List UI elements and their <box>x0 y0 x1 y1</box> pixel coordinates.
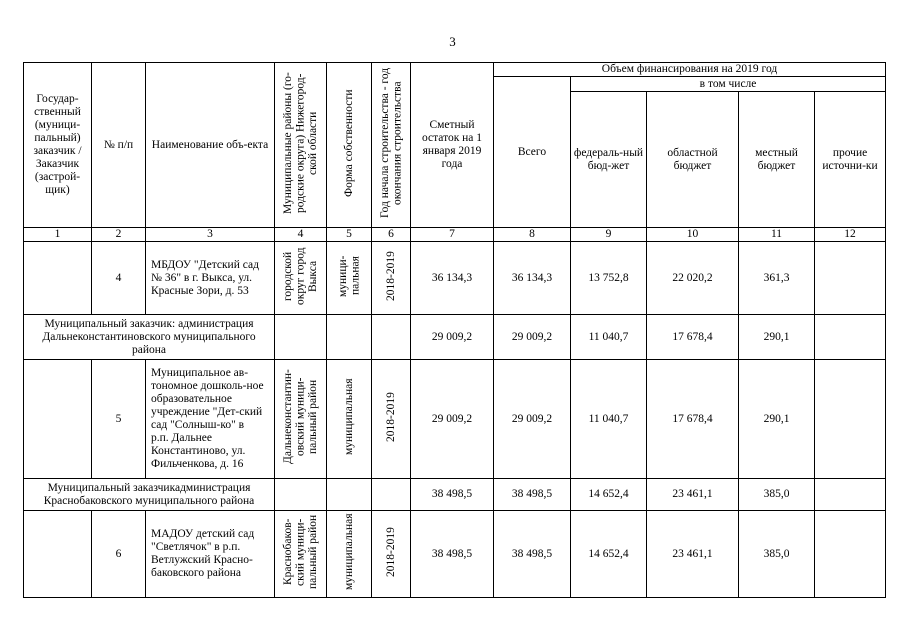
cell-other <box>815 511 886 598</box>
cell-estimate: 36 134,3 <box>411 242 494 315</box>
cell-regional: 23 461,1 <box>647 511 739 598</box>
header-other: прочие источни-ки <box>815 92 886 228</box>
header-municipality-text: Муниципальные районы (го-родские округа) Нижегород-ской области <box>281 72 319 214</box>
cell-municipality-text: Краснобаков-ский муници-пальный район <box>281 514 319 590</box>
customer-group-row <box>24 479 886 511</box>
header-ownership <box>327 63 372 228</box>
cell-estimate: 38 498,5 <box>411 511 494 598</box>
cell-local: 361,3 <box>739 242 815 315</box>
col-number: 8 <box>494 228 571 242</box>
cell-years-text: 2018-2019 <box>384 392 397 442</box>
col-number: 3 <box>146 228 275 242</box>
col-number: 2 <box>92 228 146 242</box>
cell-name: МАДОУ детский сад "Светлячок" в р.п. Ветлужский Красно-баковского района <box>146 511 275 598</box>
col-number: 12 <box>815 228 886 242</box>
cell-years <box>372 511 411 598</box>
empty-cell <box>372 315 411 360</box>
cell-local: 290,1 <box>739 315 815 360</box>
cell-ownership-text: муниципальная <box>342 378 355 456</box>
cell-customer <box>24 242 92 315</box>
header-regional: областной бюджет <box>647 92 739 228</box>
empty-cell <box>327 479 372 511</box>
cell-federal: 14 652,4 <box>571 511 647 598</box>
cell-municipality <box>275 360 327 479</box>
col-number: 6 <box>372 228 411 242</box>
header-estimate: Сметный остаток на 1 января 2019 года <box>411 63 494 228</box>
cell-total: 38 498,5 <box>494 479 571 511</box>
col-number: 10 <box>647 228 739 242</box>
cell-regional: 23 461,1 <box>647 479 739 511</box>
cell-other <box>815 360 886 479</box>
empty-cell <box>372 479 411 511</box>
cell-num: 4 <box>92 242 146 315</box>
cell-estimate: 29 009,2 <box>411 315 494 360</box>
cell-federal: 11 040,7 <box>571 315 647 360</box>
cell-years-text: 2018-2019 <box>384 527 397 577</box>
header-years <box>372 63 411 228</box>
cell-ownership-text: муници-пальная <box>336 255 361 297</box>
header-including: в том числе <box>571 77 886 92</box>
table-row <box>24 511 886 598</box>
cell-federal: 14 652,4 <box>571 479 647 511</box>
cell-ownership-text: муниципальная <box>342 513 355 591</box>
header-customer: Государ-ственный (муници-пальный) заказчик / Заказчик (застрой-щик) <box>24 63 92 228</box>
col-number: 9 <box>571 228 647 242</box>
col-number: 4 <box>275 228 327 242</box>
cell-customer <box>24 360 92 479</box>
cell-num: 6 <box>92 511 146 598</box>
group-label: Муниципальный заказчик: администрация Дальнеконстантиновского муниципального района <box>24 315 275 360</box>
cell-total: 29 009,2 <box>494 315 571 360</box>
group-label: Муниципальный заказчикадминистрация Краснобаковского муниципального района <box>24 479 275 511</box>
cell-years <box>372 360 411 479</box>
col-number: 1 <box>24 228 92 242</box>
cell-total: 36 134,3 <box>494 242 571 315</box>
customer-group-row <box>24 315 886 360</box>
cell-estimate: 29 009,2 <box>411 360 494 479</box>
cell-local: 385,0 <box>739 511 815 598</box>
header-years-text: Год начала строительства - год окончания строительства <box>378 67 403 219</box>
col-number: 7 <box>411 228 494 242</box>
table-row <box>24 242 886 315</box>
header-funding: Объем финансирования на 2019 год <box>494 63 886 77</box>
cell-federal: 11 040,7 <box>571 360 647 479</box>
header-total: Всего <box>494 77 571 228</box>
cell-municipality-text: Дальнеконстантин-овский муници-пальный район <box>281 369 319 465</box>
cell-regional: 22 020,2 <box>647 242 739 315</box>
financing-table <box>23 62 886 598</box>
header-ownership-text: Форма собственности <box>342 89 355 197</box>
header-name: Наименование объ-екта <box>146 63 275 228</box>
cell-name: МБДОУ "Детский сад № 36" в г. Выкса, ул. Красные Зори, д. 53 <box>146 242 275 315</box>
cell-local: 385,0 <box>739 479 815 511</box>
header-local: местный бюджет <box>739 92 815 228</box>
col-number: 5 <box>327 228 372 242</box>
cell-ownership <box>327 511 372 598</box>
page-number: 3 <box>449 34 456 49</box>
cell-regional: 17 678,4 <box>647 315 739 360</box>
empty-cell <box>327 315 372 360</box>
cell-years <box>372 242 411 315</box>
cell-customer <box>24 511 92 598</box>
cell-municipality <box>275 242 327 315</box>
empty-cell <box>275 479 327 511</box>
cell-municipality <box>275 511 327 598</box>
cell-local: 290,1 <box>739 360 815 479</box>
cell-municipality-text: городской округ город Выкса <box>281 247 319 305</box>
cell-regional: 17 678,4 <box>647 360 739 479</box>
cell-total: 38 498,5 <box>494 511 571 598</box>
table-row <box>24 360 886 479</box>
header-num: № п/п <box>92 63 146 228</box>
cell-name: Муниципальное ав-тономное дошколь-ное образовательное учреждение "Дет-ский сад "Солныш-ко" в р.п. Дальнее Константиново, ул. Фильченкова, д. 16 <box>146 360 275 479</box>
cell-ownership <box>327 360 372 479</box>
empty-cell <box>815 315 886 360</box>
cell-other <box>815 242 886 315</box>
cell-ownership <box>327 242 372 315</box>
empty-cell <box>815 479 886 511</box>
cell-years-text: 2018-2019 <box>384 251 397 301</box>
cell-estimate: 38 498,5 <box>411 479 494 511</box>
col-number: 11 <box>739 228 815 242</box>
header-municipality <box>275 63 327 228</box>
cell-num: 5 <box>92 360 146 479</box>
empty-cell <box>275 315 327 360</box>
header-federal: федераль-ный бюд-жет <box>571 92 647 228</box>
cell-federal: 13 752,8 <box>571 242 647 315</box>
cell-total: 29 009,2 <box>494 360 571 479</box>
